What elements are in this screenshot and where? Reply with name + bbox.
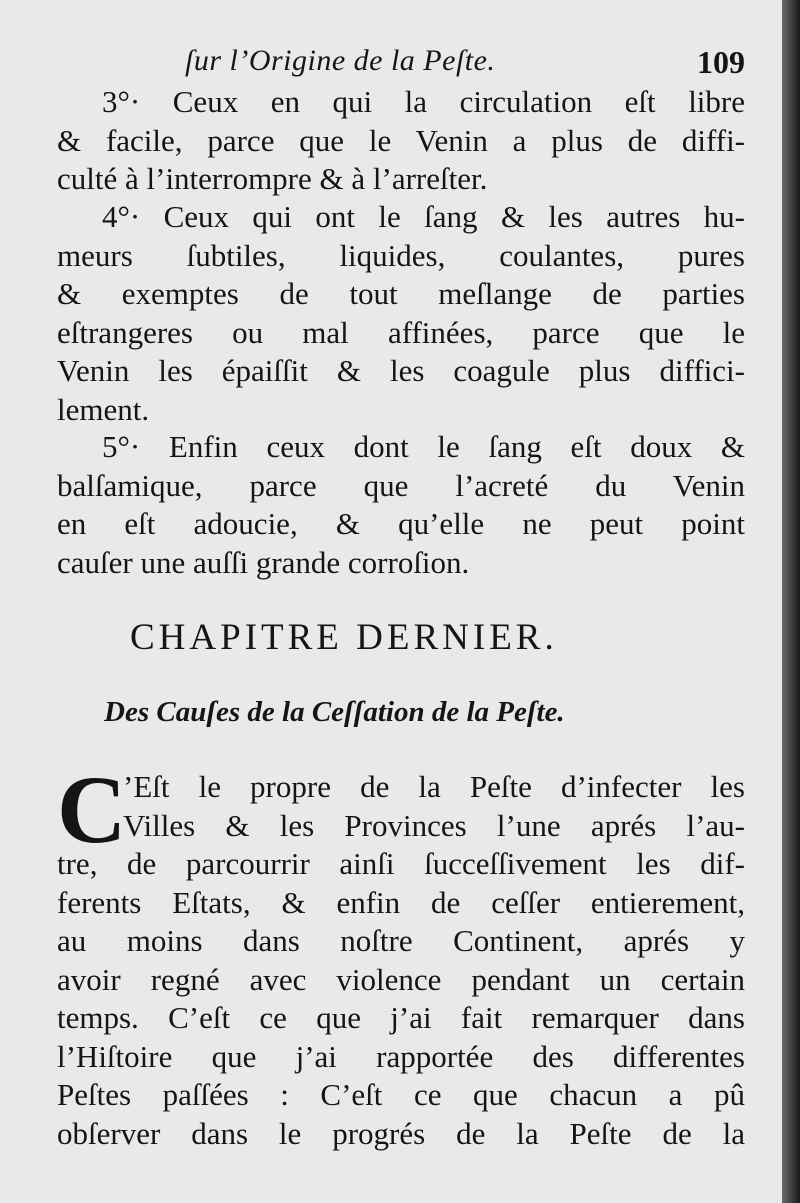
text-line: Villes & les Provinces l’une aprés l’au- [123, 807, 745, 843]
text-line: Venin les épaiſſit & les coagule plus diffici- [57, 353, 745, 388]
text-line: en eſt adoucie, & qu’elle ne peut point [57, 506, 745, 541]
text-line: au moins dans noſtre Continent, aprés y [57, 923, 745, 958]
text-line: eſtrangeres ou mal affinées, parce que le [57, 314, 745, 350]
page-edge-shadow [782, 0, 800, 1203]
text-line: obſerver dans le progrés de la Peſte de la [57, 1115, 745, 1151]
page-header [185, 44, 745, 88]
paragraph-4 [57, 198, 745, 429]
text-line: Peſtes paſſées : C’eſt ce que chacun a pû [57, 1077, 745, 1112]
text-line: 4°· Ceux qui ont le ſang & les autres hu- [102, 199, 745, 234]
text-line: ’Eſt le propre de la Peſte d’infecter les [123, 769, 745, 804]
text-line: avoir regné avec violence pendant un certain [57, 961, 745, 997]
text-line: balſamique, parce que l’acreté du Venin [57, 467, 745, 503]
text-line: & facile, parce que le Venin a plus de diffi- [57, 122, 745, 158]
text-line: culté à l’interrompre & à l’arreſter. [57, 161, 488, 196]
text-line: l’Hiſtoire que j’ai rapportée des differentes [57, 1038, 745, 1074]
main-paragraph [57, 756, 745, 1153]
text-line: temps. C’eſt ce que j’ai fait remarquer dans [57, 1000, 745, 1035]
running-title: ſur l’Origine de la Peſte. [185, 44, 496, 77]
page-number: 109 [697, 44, 745, 80]
chapter-title: CHAPITRE DERNIER. [130, 617, 558, 658]
text-line: lement. [57, 391, 150, 427]
paragraph-5 [57, 428, 745, 582]
text-line: tre, de parcourrir ainſi ſucceſſivement les dif- [57, 846, 745, 881]
paragraph-3 [57, 83, 745, 199]
text-line: cauſer une auſſi grande corroſion. [57, 544, 470, 580]
text-line: ferents Eſtats, & enfin de ceſſer entierement, [57, 884, 745, 920]
text-line: 3°· Ceux en qui la circulation eſt libre [102, 84, 745, 119]
text-line: meurs ſubtiles, liquides, coulantes, pures [57, 237, 745, 273]
text-line: & exemptes de tout meſlange de parties [57, 276, 745, 311]
drop-cap: C [57, 756, 127, 863]
chapter-subtitle: Des Cauſes de la Ceſſation de la Peſte. [104, 696, 565, 728]
text-line: 5°· Enfin ceux dont le ſang eſt doux & [102, 429, 745, 464]
